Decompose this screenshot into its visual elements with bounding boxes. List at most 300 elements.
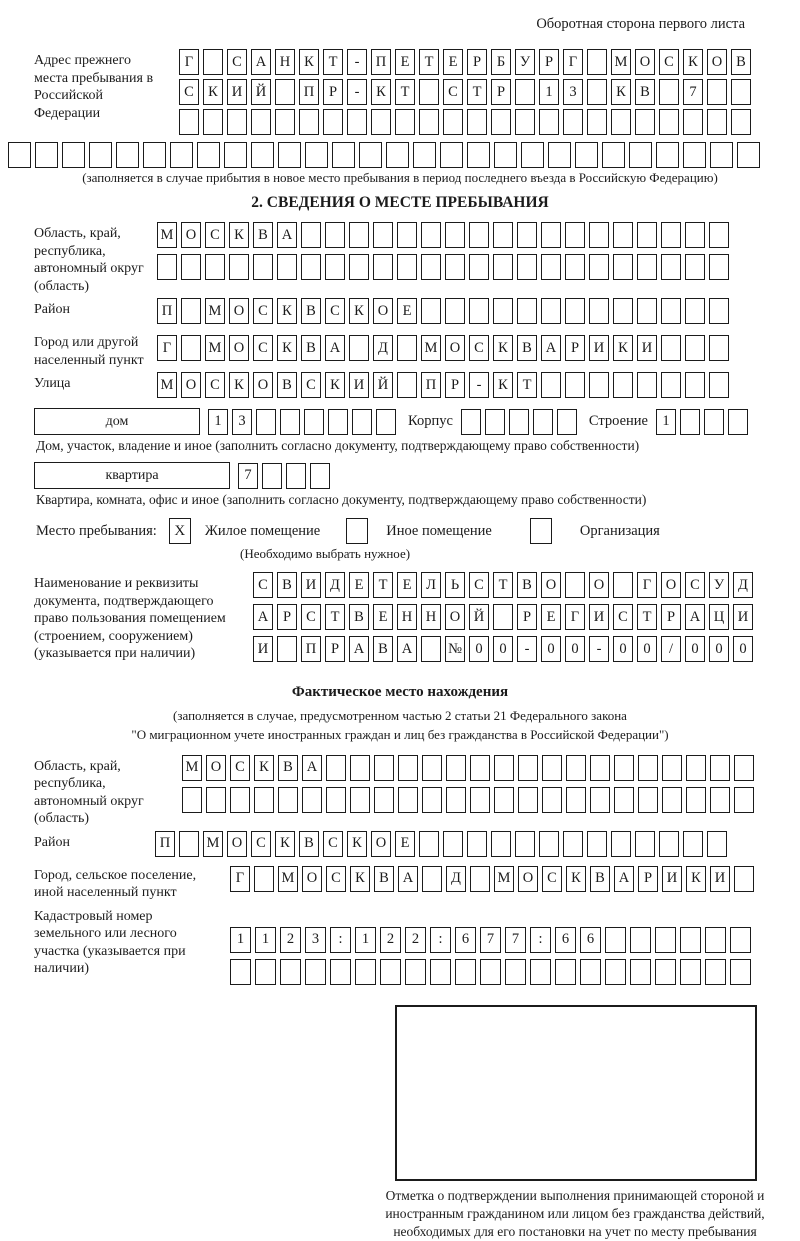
char-box: С <box>179 79 199 105</box>
char-box <box>709 222 729 248</box>
apartment-row[interactable] <box>238 463 334 489</box>
char-box: М <box>611 49 631 75</box>
char-box: Р <box>517 604 537 630</box>
char-box: С <box>443 79 463 105</box>
char-box: - <box>347 79 367 105</box>
char-box <box>371 109 391 135</box>
char-box <box>203 49 223 75</box>
char-box: 2 <box>280 927 301 953</box>
char-box <box>470 787 490 813</box>
char-box: Г <box>230 866 250 892</box>
char-box <box>659 79 679 105</box>
char-box <box>517 222 537 248</box>
char-box <box>325 254 345 280</box>
char-box: К <box>349 298 369 324</box>
checkbox-other-premises[interactable] <box>346 518 368 544</box>
char-box <box>485 409 505 435</box>
char-box <box>349 254 369 280</box>
char-box <box>710 755 730 781</box>
char-box: Ц <box>709 604 729 630</box>
char-box <box>605 959 626 985</box>
char-box <box>683 831 703 857</box>
checkbox-residential[interactable]: X <box>169 518 191 544</box>
char-box: Т <box>493 572 513 598</box>
prev-address-grid[interactable] <box>179 49 755 139</box>
city-field <box>34 331 800 369</box>
char-box: 3 <box>305 927 326 953</box>
char-box: 1 <box>230 927 251 953</box>
char-box <box>686 787 706 813</box>
char-box <box>419 831 439 857</box>
char-box <box>422 866 442 892</box>
char-box: Е <box>541 604 561 630</box>
char-box: Н <box>275 49 295 75</box>
char-box <box>305 959 326 985</box>
prev-address-row-3 <box>179 109 755 135</box>
char-box <box>655 959 676 985</box>
char-box: И <box>662 866 682 892</box>
char-box: Г <box>637 572 657 598</box>
char-box: О <box>589 572 609 598</box>
char-box: О <box>227 831 247 857</box>
char-box: 0 <box>613 636 633 662</box>
char-box <box>709 298 729 324</box>
region-grid[interactable] <box>157 222 733 284</box>
char-box: С <box>301 372 321 398</box>
char-box: К <box>611 79 631 105</box>
char-box: В <box>253 222 273 248</box>
char-box: : <box>330 927 351 953</box>
char-box <box>419 109 439 135</box>
char-box <box>421 636 441 662</box>
char-box <box>587 79 607 105</box>
apartment-note: Квартира, комната, офис и иное (заполнить согласно документу, подтверждающему право собственности) <box>36 492 647 507</box>
char-box: 7 <box>683 79 703 105</box>
char-box <box>280 959 301 985</box>
char-box: Е <box>443 49 463 75</box>
char-box <box>494 755 514 781</box>
house-row[interactable] <box>208 409 400 435</box>
char-box: П <box>301 636 321 662</box>
char-box <box>443 831 463 857</box>
checkbox-organization[interactable] <box>530 518 552 544</box>
char-box <box>541 254 561 280</box>
char-box <box>587 831 607 857</box>
char-box <box>301 222 321 248</box>
char-box: - <box>347 49 367 75</box>
prev-address-row-4[interactable] <box>8 142 800 168</box>
char-box: А <box>302 755 322 781</box>
char-box: В <box>278 755 298 781</box>
city-row[interactable] <box>157 331 733 361</box>
char-box <box>580 959 601 985</box>
char-box <box>542 755 562 781</box>
char-box <box>181 254 201 280</box>
char-box <box>680 959 701 985</box>
char-box: К <box>229 222 249 248</box>
char-box <box>705 927 726 953</box>
cadastral-grid[interactable] <box>230 905 755 989</box>
char-box: К <box>566 866 586 892</box>
option-residential-label: Жилое помещение <box>204 522 321 539</box>
char-box <box>731 79 751 105</box>
char-box: О <box>181 372 201 398</box>
fact-region-grid[interactable] <box>182 755 758 817</box>
char-box: Т <box>467 79 487 105</box>
char-box <box>304 409 324 435</box>
char-box <box>565 372 585 398</box>
char-box <box>397 222 417 248</box>
char-box: В <box>517 572 537 598</box>
char-box: К <box>277 335 297 361</box>
fact-region-row-1 <box>182 755 758 781</box>
actual-location-note <box>0 707 800 745</box>
char-box <box>635 109 655 135</box>
char-box: 6 <box>580 927 601 953</box>
char-box <box>637 254 657 280</box>
char-box <box>446 787 466 813</box>
char-box: А <box>614 866 634 892</box>
char-box: И <box>589 604 609 630</box>
char-box: Е <box>395 831 415 857</box>
char-box <box>469 298 489 324</box>
char-box <box>467 142 490 168</box>
char-box: М <box>182 755 202 781</box>
char-box <box>685 222 705 248</box>
char-box <box>661 372 681 398</box>
char-box <box>637 298 657 324</box>
char-box <box>397 254 417 280</box>
house-field <box>34 408 800 435</box>
char-box <box>614 755 634 781</box>
char-box: С <box>205 222 225 248</box>
char-box: А <box>397 636 417 662</box>
char-box: В <box>301 298 321 324</box>
char-box: Н <box>421 604 441 630</box>
char-box: С <box>469 335 489 361</box>
char-box <box>373 222 393 248</box>
char-box <box>395 109 415 135</box>
char-box: Й <box>251 79 271 105</box>
fact-district-label: Район <box>34 834 70 850</box>
char-box: 7 <box>480 927 501 953</box>
char-box <box>707 79 727 105</box>
char-box <box>398 755 418 781</box>
char-box <box>555 959 576 985</box>
char-box <box>280 409 300 435</box>
cadastral-field <box>34 905 800 989</box>
char-box <box>405 959 426 985</box>
char-box <box>683 142 706 168</box>
char-box <box>707 109 727 135</box>
char-box: Е <box>349 572 369 598</box>
stroenie-label: Строение <box>588 413 648 429</box>
cadastral-row-2 <box>230 959 755 985</box>
char-box: К <box>347 831 367 857</box>
char-box: И <box>349 372 369 398</box>
region-label: Область, край, республика, автономный округ (область) <box>34 226 144 294</box>
char-box: С <box>659 49 679 75</box>
char-box <box>359 142 382 168</box>
char-box: Д <box>733 572 753 598</box>
char-box: О <box>181 222 201 248</box>
option-other-premises-label: Иное помещение <box>386 522 492 539</box>
char-box: Е <box>397 572 417 598</box>
actual-location-note-line-1: (заполняется в случае, предусмотренном частью 2 статьи 21 Федерального закона <box>173 708 627 723</box>
char-box <box>277 254 297 280</box>
char-box <box>680 927 701 953</box>
house-note: Дом, участок, владение и иное (заполнить согласно документу, подтверждающему право собственности) <box>36 438 640 453</box>
char-box <box>566 787 586 813</box>
char-box <box>275 109 295 135</box>
char-box: В <box>299 831 319 857</box>
char-box <box>355 959 376 985</box>
char-box <box>605 927 626 953</box>
char-box: М <box>278 866 298 892</box>
char-box: С <box>326 866 346 892</box>
char-box: О <box>661 572 681 598</box>
char-box <box>493 604 513 630</box>
char-box <box>635 831 655 857</box>
char-box <box>656 142 679 168</box>
char-box <box>374 755 394 781</box>
char-box <box>589 254 609 280</box>
char-box <box>325 222 345 248</box>
char-box <box>539 831 559 857</box>
char-box <box>89 142 112 168</box>
char-box <box>728 409 748 435</box>
char-box <box>179 109 199 135</box>
cadastral-label: Кадастровый номер земельного или лесного участка (указывается при наличии) <box>34 908 186 977</box>
char-box <box>563 109 583 135</box>
char-box <box>256 409 276 435</box>
apartment-field <box>34 462 800 489</box>
char-box: Л <box>421 572 441 598</box>
char-box: О <box>707 49 727 75</box>
char-box <box>181 335 201 361</box>
fact-city-field <box>34 864 800 902</box>
char-box <box>206 787 226 813</box>
char-box: И <box>710 866 730 892</box>
char-box <box>637 222 657 248</box>
char-box: С <box>469 572 489 598</box>
char-box <box>470 866 490 892</box>
char-box <box>480 959 501 985</box>
char-box <box>251 109 271 135</box>
char-box <box>455 959 476 985</box>
char-box <box>533 409 553 435</box>
char-box: / <box>661 636 681 662</box>
street-field <box>34 372 800 402</box>
char-box <box>730 959 751 985</box>
char-box <box>397 335 417 361</box>
char-box <box>254 866 274 892</box>
char-box <box>275 79 295 105</box>
char-box <box>655 927 676 953</box>
char-box: И <box>589 335 609 361</box>
char-box <box>709 254 729 280</box>
char-box: 0 <box>637 636 657 662</box>
char-box <box>299 109 319 135</box>
char-box <box>493 298 513 324</box>
char-box <box>659 109 679 135</box>
fact-district-row[interactable] <box>155 831 731 857</box>
char-box <box>422 787 442 813</box>
char-box <box>229 254 249 280</box>
char-box: 2 <box>405 927 426 953</box>
char-box: : <box>430 927 451 953</box>
char-box <box>349 222 369 248</box>
option-organization-label: Организация <box>579 522 660 539</box>
char-box <box>575 142 598 168</box>
char-box <box>709 335 729 361</box>
stroenie-row[interactable] <box>656 409 752 435</box>
char-box: В <box>590 866 610 892</box>
char-box <box>638 755 658 781</box>
apartment-label-box: квартира <box>34 462 230 489</box>
char-box <box>251 142 274 168</box>
char-box <box>707 831 727 857</box>
char-box: К <box>229 372 249 398</box>
char-box <box>397 372 417 398</box>
char-box <box>467 109 487 135</box>
document-row-3 <box>253 636 757 662</box>
char-box: С <box>613 604 633 630</box>
char-box: Т <box>517 372 537 398</box>
char-box: А <box>541 335 561 361</box>
char-box <box>494 787 514 813</box>
char-box: Б <box>491 49 511 75</box>
fact-district-field <box>34 831 800 861</box>
char-box: 3 <box>232 409 252 435</box>
char-box <box>685 335 705 361</box>
char-box <box>443 109 463 135</box>
char-box <box>589 222 609 248</box>
char-box: М <box>157 222 177 248</box>
char-box <box>302 787 322 813</box>
char-box <box>530 959 551 985</box>
char-box: 1 <box>539 79 559 105</box>
region-field <box>34 222 800 295</box>
char-box <box>629 142 652 168</box>
char-box: О <box>541 572 561 598</box>
char-box <box>224 142 247 168</box>
char-box: О <box>229 335 249 361</box>
char-box <box>230 787 250 813</box>
char-box <box>548 142 571 168</box>
char-box <box>539 109 559 135</box>
char-box <box>659 831 679 857</box>
char-box: К <box>683 49 703 75</box>
char-box <box>613 222 633 248</box>
document-row-1 <box>253 572 757 598</box>
char-box <box>565 254 585 280</box>
char-box <box>491 831 511 857</box>
char-box <box>116 142 139 168</box>
char-box: П <box>299 79 319 105</box>
char-box: С <box>685 572 705 598</box>
char-box: 6 <box>455 927 476 953</box>
char-box: М <box>205 298 225 324</box>
section2-title: 2. СВЕДЕНИЯ О МЕСТЕ ПРЕБЫВАНИЯ <box>251 194 549 211</box>
char-box <box>730 927 751 953</box>
korpus-row[interactable] <box>461 409 581 435</box>
char-box <box>373 254 393 280</box>
char-box: К <box>275 831 295 857</box>
char-box: 0 <box>685 636 705 662</box>
char-box <box>685 298 705 324</box>
char-box <box>661 222 681 248</box>
char-box: Н <box>397 604 417 630</box>
char-box: А <box>253 604 273 630</box>
char-box <box>421 254 441 280</box>
prev-address-label: Адрес прежнего места пребывания в Российской Федерации <box>34 53 154 121</box>
char-box: Г <box>563 49 583 75</box>
char-box: В <box>517 335 537 361</box>
char-box <box>587 109 607 135</box>
char-box: А <box>398 866 418 892</box>
document-grid[interactable] <box>253 572 757 666</box>
char-box <box>380 959 401 985</box>
char-box: М <box>494 866 514 892</box>
char-box <box>661 335 681 361</box>
char-box <box>170 142 193 168</box>
char-box <box>328 409 348 435</box>
prev-address-row-2 <box>179 79 755 105</box>
char-box <box>445 254 465 280</box>
char-box <box>461 409 481 435</box>
char-box <box>704 409 724 435</box>
char-box <box>493 254 513 280</box>
char-box <box>181 298 201 324</box>
char-box <box>491 109 511 135</box>
char-box <box>422 755 442 781</box>
char-box <box>541 372 561 398</box>
char-box <box>602 142 625 168</box>
char-box <box>205 254 225 280</box>
char-box <box>515 831 535 857</box>
char-box <box>685 254 705 280</box>
char-box: С <box>301 604 321 630</box>
char-box <box>445 298 465 324</box>
char-box: В <box>373 636 393 662</box>
char-box <box>587 49 607 75</box>
street-row[interactable] <box>157 372 733 398</box>
district-row[interactable] <box>157 298 733 324</box>
char-box: Р <box>539 49 559 75</box>
char-box <box>630 959 651 985</box>
char-box <box>541 222 561 248</box>
char-box: О <box>635 49 655 75</box>
fact-region-field <box>34 755 800 828</box>
char-box <box>563 831 583 857</box>
char-box <box>143 142 166 168</box>
char-box: 0 <box>733 636 753 662</box>
char-box <box>737 142 760 168</box>
char-box: Т <box>323 49 343 75</box>
char-box <box>254 787 274 813</box>
char-box: № <box>445 636 465 662</box>
fact-city-row[interactable] <box>230 864 758 892</box>
char-box: У <box>515 49 535 75</box>
char-box: П <box>421 372 441 398</box>
char-box <box>323 109 343 135</box>
char-box <box>611 109 631 135</box>
char-box <box>330 959 351 985</box>
char-box: К <box>325 372 345 398</box>
char-box <box>430 959 451 985</box>
char-box <box>347 109 367 135</box>
